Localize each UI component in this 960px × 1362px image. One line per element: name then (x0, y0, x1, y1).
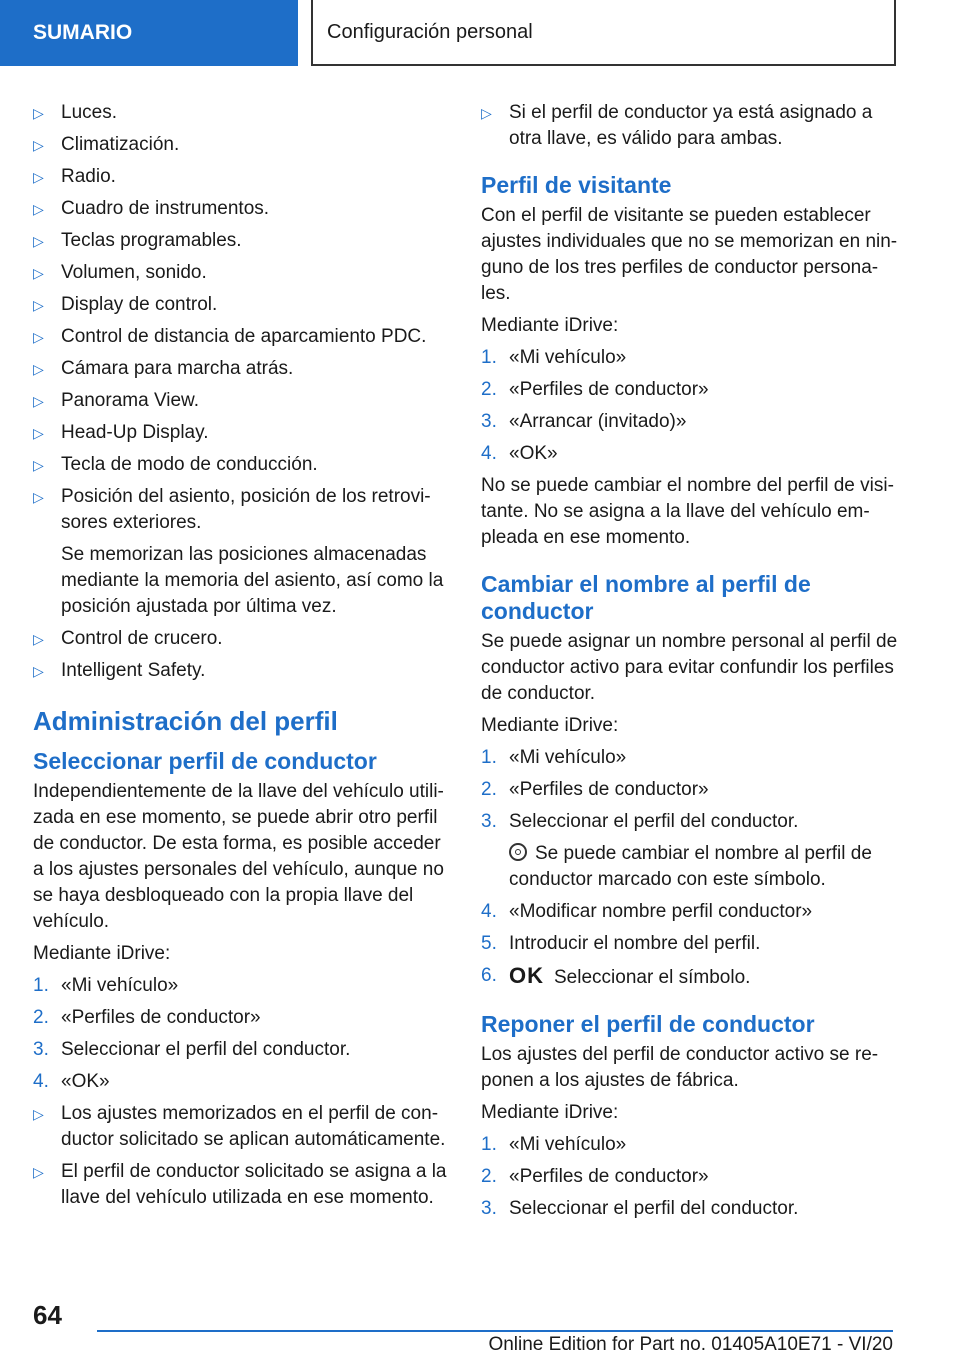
sumario-tab[interactable]: SUMARIO (0, 0, 298, 66)
feature-list (33, 100, 453, 684)
triangle-bullet-icon: ▷ (33, 425, 44, 441)
step-item: 2. «Perfiles de conductor» (481, 379, 709, 400)
step-item: 1. «Mi vehículo» (481, 347, 627, 368)
triangle-bullet-icon: ▷ (33, 361, 44, 377)
triangle-bullet-icon: ▷ (33, 393, 44, 409)
list-item-note: Se memorizan las posiciones almacenadas mediante la memoria del asiento, así como la posición ajustada por última vez. (61, 544, 444, 617)
list-item: ▷ Panorama View. (33, 388, 453, 414)
section-heading: Administración del perfil (33, 706, 338, 736)
step-note: Se puede cambiar el nombre al perfil de conductor marcado con este símbolo. (509, 843, 872, 890)
list-item: ▷ Luces. (33, 100, 453, 126)
step-item: 1. «Mi vehículo» (481, 1134, 627, 1155)
page-header (0, 0, 960, 70)
subsection-heading: Cambiar el nombre al perfil de conductor (481, 571, 811, 624)
right-column (481, 100, 901, 1228)
paragraph: Con el perfil de visitante se pueden establecer ajustes individuales que no se memorizan en nin-guno de los tres perfiles de conductor persona-les. (481, 205, 898, 304)
idrive-label: Mediante iDrive: (481, 715, 619, 736)
triangle-bullet-icon: ▷ (33, 631, 44, 647)
step-item: 2. «Perfiles de conductor» (33, 1007, 261, 1028)
list-item: ▷ Cámara para marcha atrás. (33, 356, 453, 382)
footer-divider (97, 1330, 893, 1332)
paragraph: Los ajustes del perfil de conductor activo se re-ponen a los ajustes de fábrica. (481, 1044, 879, 1091)
triangle-bullet-icon: ▷ (33, 457, 44, 473)
triangle-bullet-icon: ▷ (33, 137, 44, 153)
step-item: 1. «Mi vehículo» (33, 975, 179, 996)
list-item: ▷ Si el perfil de conductor ya está asignado a otra llave, es válido para ambas. (481, 102, 873, 149)
paragraph: No se puede cambiar el nombre del perfil de visi-tante. No se asigna a la llave del vehículo em-pleada en ese momento. (481, 475, 894, 548)
step-item: 2. «Perfiles de conductor» (481, 1166, 709, 1187)
idrive-label: Mediante iDrive: (481, 1102, 619, 1123)
triangle-bullet-icon: ▷ (33, 663, 44, 679)
step-item: 1. «Mi vehículo» (481, 747, 627, 768)
list-item: ▷ El perfil de conductor solicitado se asigna a la llave del vehículo utilizada en ese momento. (33, 1161, 447, 1208)
step-item: 4. «OK» (33, 1071, 110, 1092)
list-item: ▷ Control de distancia de aparcamiento PDC. (33, 324, 453, 350)
list-item: ▷ Posición del asiento, posición de los retrovi-sores exteriores. (33, 486, 431, 533)
step-item: 6. OK Seleccionar el símbolo. (481, 963, 751, 988)
list-item: ▷ Tecla de modo de conducción. (33, 452, 453, 478)
list-item: ▷ Volumen, sonido. (33, 260, 453, 286)
step-item: 4. «OK» (481, 443, 558, 464)
triangle-bullet-icon: ▷ (33, 169, 44, 185)
paragraph: Independientemente de la llave del vehículo utili-zada en ese momento, se puede abrir otro perfil de conductor. De esta forma, es posible acceder a los ajustes personales del vehículo, aunque no se haya desbloqueado con la propia llave del vehículo. (33, 781, 444, 932)
list-item: ▷ Cuadro de instrumentos. (33, 196, 453, 222)
subsection-heading: Seleccionar perfil de conductor (33, 748, 377, 774)
triangle-bullet-icon: ▷ (481, 105, 492, 121)
triangle-bullet-icon: ▷ (33, 201, 44, 217)
section-title: Configuración personal (311, 0, 896, 66)
ok-icon: OK (509, 963, 544, 988)
subsection-heading: Perfil de visitante (481, 172, 672, 198)
paragraph: Se puede asignar un nombre personal al perfil de conductor activo para evitar confundir los perfiles de conductor. (481, 631, 898, 704)
idrive-label: Mediante iDrive: (33, 943, 171, 964)
gear-icon (509, 843, 527, 861)
list-item: ▷ Teclas programables. (33, 228, 453, 254)
triangle-bullet-icon: ▷ (33, 329, 44, 345)
step-item: 3. Seleccionar el perfil del conductor. (481, 1198, 799, 1219)
step-item: 3. «Arrancar (invitado)» (481, 411, 687, 432)
edition-footer: Online Edition for Part no. 01405A10E71 - VI/20 (488, 1334, 893, 1355)
subsection-heading: Reponer el perfil de conductor (481, 1011, 815, 1037)
triangle-bullet-icon: ▷ (33, 297, 44, 313)
list-item: ▷ Control de crucero. (33, 626, 453, 652)
triangle-bullet-icon: ▷ (33, 233, 44, 249)
step-item: 3. Seleccionar el perfil del conductor. (481, 811, 799, 832)
list-item: ▷ Radio. (33, 164, 453, 190)
step-item: 3. Seleccionar el perfil del conductor. (33, 1039, 351, 1060)
step-item: 5. Introducir el nombre del perfil. (481, 933, 761, 954)
list-item: ▷ Display de control. (33, 292, 453, 318)
triangle-bullet-icon: ▷ (33, 489, 44, 505)
list-item: ▷ Head-Up Display. (33, 420, 453, 446)
triangle-bullet-icon: ▷ (33, 1164, 44, 1180)
idrive-label: Mediante iDrive: (481, 315, 619, 336)
page-number: 64 (33, 1300, 62, 1330)
triangle-bullet-icon: ▷ (33, 265, 44, 281)
step-item: 2. «Perfiles de conductor» (481, 779, 709, 800)
list-item: ▷ Los ajustes memorizados en el perfil de con-ductor solicitado se aplican automáticamente. (33, 1103, 446, 1150)
step-item: 4. «Modificar nombre perfil conductor» (481, 901, 813, 922)
triangle-bullet-icon: ▷ (33, 105, 44, 121)
triangle-bullet-icon: ▷ (33, 1106, 44, 1122)
list-item: ▷ Intelligent Safety. (33, 658, 453, 684)
left-column (33, 100, 453, 1217)
list-item: ▷ Climatización. (33, 132, 453, 158)
